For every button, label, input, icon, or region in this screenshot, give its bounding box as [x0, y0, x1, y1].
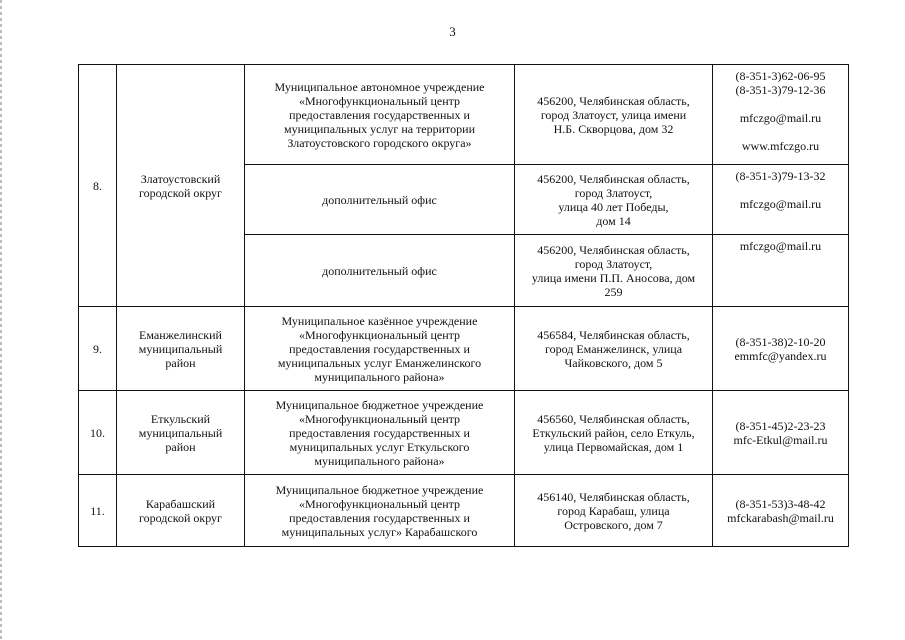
page-edge — [0, 0, 2, 640]
contacts-cell — [713, 307, 849, 391]
institution-name-cell — [245, 235, 515, 307]
municipality-cell — [117, 65, 245, 307]
address-line: дом 14 — [596, 213, 631, 228]
contacts-cell — [713, 475, 849, 547]
address-line: Чайковского, дом 5 — [564, 355, 663, 370]
name-line: муниципального района» — [314, 453, 445, 468]
municipality-line: городской округ — [139, 185, 222, 200]
municipality-line: муниципальный — [138, 425, 223, 440]
contacts-cell — [713, 235, 849, 307]
name-line: «Многофункциональный центр — [298, 93, 461, 108]
email-link[interactable]: mfczgo@mail.ru — [739, 239, 822, 253]
municipality-line: муниципальный — [138, 341, 223, 356]
institution-name-cell — [245, 475, 515, 547]
name-line: Муниципальное бюджетное учреждение — [275, 482, 484, 497]
email-link[interactable]: mfczgo@mail.ru — [739, 197, 822, 211]
address-line: 456200, Челябинская область, — [537, 171, 690, 186]
email-link[interactable]: mfckarabash@mail.ru — [727, 510, 834, 525]
table-row-11 — [79, 475, 849, 547]
address-line: 456584, Челябинская область, — [537, 327, 690, 342]
address-line: Еткульский район, село Еткуль, — [532, 425, 695, 440]
name-line: дополнительный офис — [322, 263, 437, 278]
phone-text: (8-351-38)2-10-20 — [735, 334, 826, 349]
address-line: улица 40 лет Победы, — [558, 199, 669, 214]
institution-name-cell — [245, 391, 515, 475]
institution-name-cell — [245, 307, 515, 391]
row-number: 11. — [79, 475, 117, 547]
name-line: Муниципальное казённое учреждение — [281, 313, 478, 328]
name-line: предоставления государственных и — [289, 425, 470, 440]
municipality-line: район — [165, 355, 196, 370]
municipality-cell — [117, 391, 245, 475]
name-line: муниципальных услуг Еткульского — [289, 439, 470, 454]
address-cell — [515, 165, 713, 235]
name-line: муниципальных услуг Еманжелинского — [277, 355, 482, 370]
email-link[interactable]: emmfc@yandex.ru — [734, 348, 827, 363]
municipality-line: Карабашский — [145, 496, 216, 511]
address-line: Н.Б. Скворцова, дом 32 — [553, 121, 674, 136]
contacts-cell — [713, 165, 849, 235]
phone-text: (8-351-3)62-06-95 — [735, 69, 826, 83]
address-line: 456200, Челябинская область, — [537, 93, 690, 108]
institution-name-cell — [245, 65, 515, 165]
address-line: 259 — [604, 284, 623, 299]
website-link[interactable]: www.mfczgo.ru — [741, 139, 820, 153]
municipality-line: городской округ — [139, 510, 222, 525]
address-line: город Еманжелинск, улица — [544, 341, 683, 356]
name-line: «Многофункциональный центр — [298, 411, 461, 426]
email-link[interactable]: mfczgo@mail.ru — [739, 111, 822, 125]
name-line: предоставления государственных и — [289, 341, 470, 356]
municipality-line: район — [165, 439, 196, 454]
name-line: предоставления государственных и — [289, 510, 470, 525]
row-number: 8. — [79, 65, 117, 307]
address-cell — [515, 235, 713, 307]
municipality-cell — [117, 475, 245, 547]
table-row-10 — [79, 391, 849, 475]
name-line: Златоустовского городского округа» — [287, 135, 472, 150]
institution-name-cell — [245, 165, 515, 235]
table-row-8-main — [79, 65, 849, 165]
name-line: муниципальных услуг на территории — [284, 121, 475, 136]
name-line: предоставления государственных и — [289, 107, 470, 122]
phone-text: (8-351-3)79-12-36 — [735, 83, 826, 97]
name-line: Муниципальное автономное учреждение — [274, 79, 485, 94]
name-line: муниципального района» — [314, 369, 445, 384]
table-row-9 — [79, 307, 849, 391]
municipality-line: Еткульский — [150, 411, 211, 426]
address-line: 456200, Челябинская область, — [537, 242, 690, 257]
address-line: Островского, дом 7 — [564, 517, 663, 532]
contacts-cell — [713, 65, 849, 165]
row-number: 9. — [79, 307, 117, 391]
address-cell — [515, 65, 713, 165]
address-cell — [515, 475, 713, 547]
page-number: 3 — [449, 24, 456, 39]
name-line: «Многофункциональный центр — [298, 327, 461, 342]
phone-text: (8-351-3)79-13-32 — [735, 169, 826, 183]
address-line: город Златоуст, — [574, 185, 653, 200]
phone-text: (8-351-53)3-48-42 — [735, 496, 826, 511]
name-line: «Многофункциональный центр — [298, 496, 461, 511]
email-link[interactable]: mfc-Etkul@mail.ru — [733, 432, 828, 447]
mfc-offices-table — [78, 64, 849, 547]
address-line: город Златоуст, — [574, 256, 653, 271]
address-cell — [515, 307, 713, 391]
address-line: улица Первомайская, дом 1 — [543, 439, 684, 454]
contacts-cell — [713, 391, 849, 475]
municipality-line: Еманжелинский — [139, 327, 222, 342]
address-cell — [515, 391, 713, 475]
name-line: дополнительный офис — [322, 192, 437, 207]
municipality-cell — [117, 307, 245, 391]
address-line: 456140, Челябинская область, — [537, 489, 690, 504]
municipality-line: Златоустовский — [140, 171, 221, 186]
address-line: улица имени П.П. Аносова, дом — [531, 270, 696, 285]
address-line: город Златоуст, улица имени — [540, 107, 687, 122]
name-line: муниципальных услуг» Карабашского — [281, 524, 478, 539]
row-number: 10. — [79, 391, 117, 475]
address-line: 456560, Челябинская область, — [537, 411, 690, 426]
phone-text: (8-351-45)2-23-23 — [735, 418, 826, 433]
address-line: город Карабаш, улица — [557, 503, 670, 518]
name-line: Муниципальное бюджетное учреждение — [275, 397, 484, 412]
